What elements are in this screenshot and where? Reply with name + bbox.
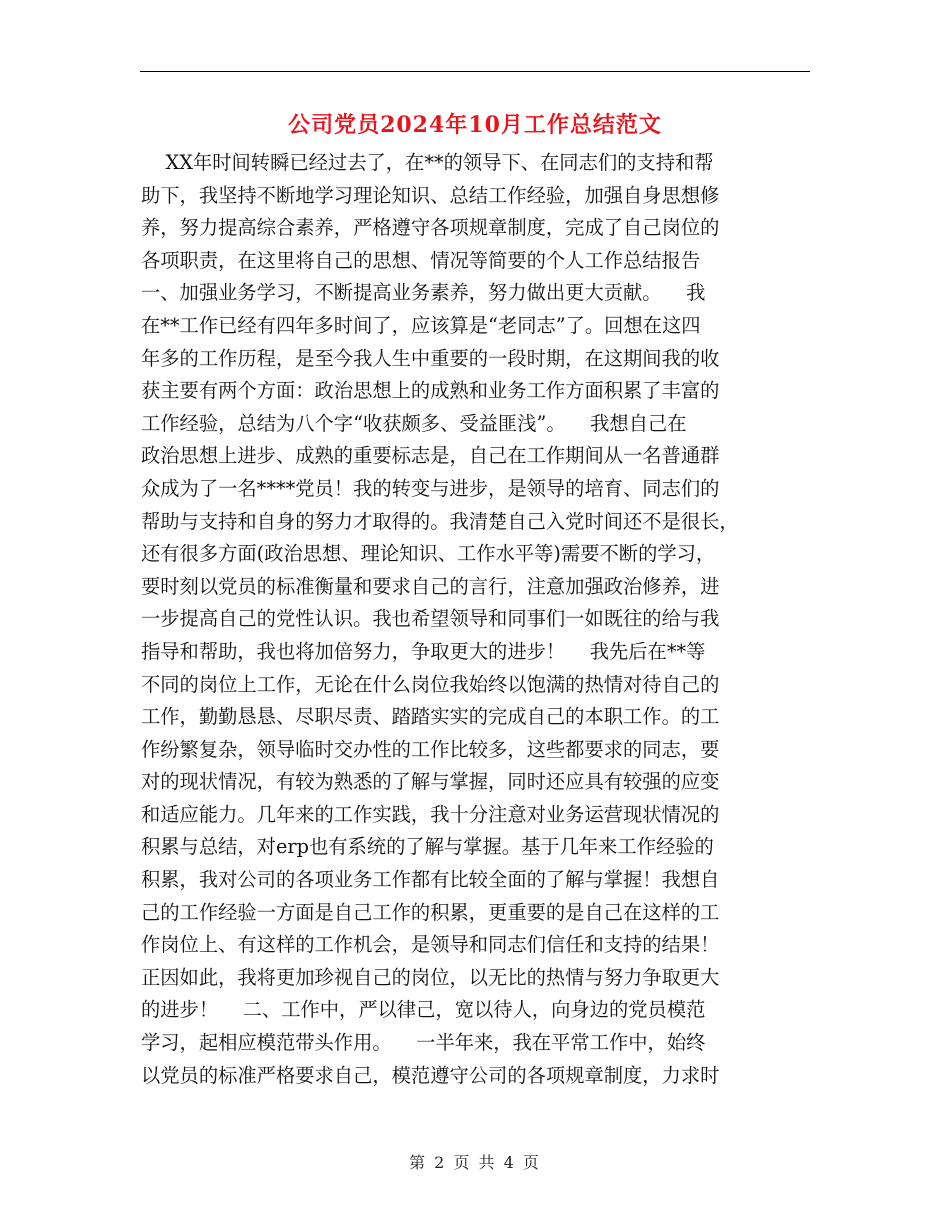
body-line: 不同的岗位上工作，无论在什么岗位我始终以饱满的热情对待自己的 <box>141 672 720 696</box>
document-body <box>141 147 813 1092</box>
body-line: 政治思想上进步、成熟的重要标志是，自己在工作期间从一名普通群 <box>141 444 720 468</box>
body-line: 各项职责，在这里将自己的思想、情况等简要的个人工作总结报告 <box>141 248 701 272</box>
body-line: 的进步！ 二、工作中，严以律己，宽以待人，向身边的党员模范 <box>141 998 706 1022</box>
body-line: 年多的工作历程，是至今我人生中重要的一段时期，在这期间我的收 <box>141 346 720 370</box>
body-line: 和适应能力。几年来的工作实践，我十分注意对业务运营现状情况的 <box>141 802 720 826</box>
document-title: 公司党员2024年10月工作总结范文 <box>288 112 662 138</box>
body-line: 工作经验，总结为八个字“收获颇多、受益匪浅”。 我想自己在 <box>141 411 687 435</box>
body-line: 作岗位上、有这样的工作机会，是领导和同志们信任和支持的结果！ <box>141 933 720 957</box>
body-line: 一步提高自己的党性认识。我也希望领导和同事们一如既往的给与我 <box>141 607 720 631</box>
body-line: 积累，我对公司的各项业务工作都有比较全面的了解与掌握！我想自 <box>141 868 720 892</box>
body-line: 众成为了一名****党员！我的转变与进步，是领导的培育、同志们的 <box>141 476 720 500</box>
body-line: 对的现状情况，有较为熟悉的了解与掌握，同时还应具有较强的应变 <box>141 770 720 794</box>
body-line: 指导和帮助，我也将加倍努力，争取更大的进步！ 我先后在**等 <box>141 639 706 663</box>
body-line: 积累与总结，对erp也有系统的了解与掌握。基于几年来工作经验的 <box>141 835 714 859</box>
body-line: 以党员的标准严格要求自己，模范遵守公司的各项规章制度，力求时 <box>141 1063 720 1087</box>
body-line: 要时刻以党员的标准衡量和要求自己的言行，注意加强政治修养，进 <box>141 574 720 598</box>
body-line: 获主要有两个方面：政治思想上的成熟和业务工作方面积累了丰富的 <box>141 379 720 403</box>
body-line: 学习，起相应模范带头作用。 一半年来，我在平常工作中，始终 <box>141 1031 706 1055</box>
body-line: 作纷繁复杂，领导临时交办性的工作比较多，这些都要求的同志，要 <box>141 737 720 761</box>
body-line: 工作，勤勤恳恳、尽职尽责、踏踏实实的完成自己的本职工作。的工 <box>141 705 720 729</box>
body-line: 正因如此，我将更加珍视自己的岗位，以无比的热情与努力争取更大 <box>141 965 720 989</box>
body-line: 一、加强业务学习，不断提高业务素养，努力做出更大贡献。 我 <box>141 281 706 305</box>
body-line: 在**工作已经有四年多时间了，应该算是“老同志”了。回想在这四 <box>141 313 701 337</box>
header-rule <box>140 71 810 72</box>
body-line: XX年时间转瞬已经过去了，在**的领导下、在同志们的支持和帮 <box>141 151 714 174</box>
body-line: 养，努力提高综合素养，严格遵守各项规章制度，完成了自己岗位的 <box>141 216 720 240</box>
page-number: 第 2 页 共 4 页 <box>409 1153 541 1172</box>
body-line: 己的工作经验一方面是自己工作的积累，更重要的是自己在这样的工 <box>141 900 720 924</box>
body-line: 还有很多方面(政治思想、理论知识、工作水平等)需要不断的学习， <box>141 542 716 566</box>
body-line: 助下，我坚持不断地学习理论知识、总结工作经验，加强自身思想修 <box>141 183 720 207</box>
body-line: 帮助与支持和自身的努力才取得的。我清楚自己入党时间还不是很长， <box>141 509 739 533</box>
